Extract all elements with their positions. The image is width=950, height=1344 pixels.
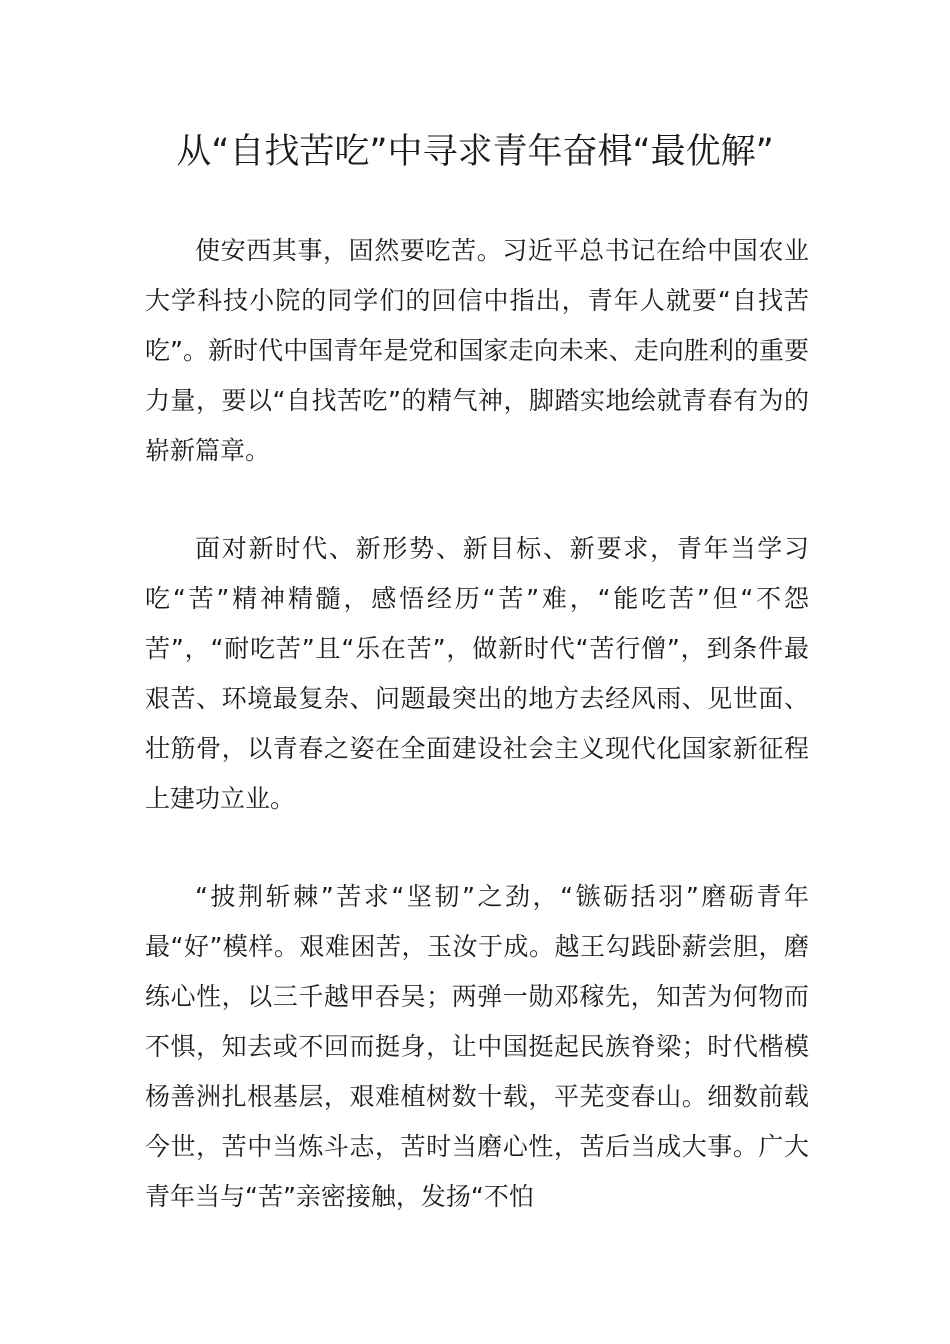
paragraph-1: 使安西其事，固然要吃苦。习近平总书记在给中国农业大学科技小院的同学们的回信中指出，青年人就要“自找苦吃”。新时代中国青年是党和国家走向未来、走向胜利的重要力量，要以“自找苦吃”的精气神，脚踏实地绘就青春有为的崭新篇章。	[145, 236, 809, 465]
paragraph-2: 面对新时代、新形势、新目标、新要求，青年当学习吃“苦”精神精髓，感悟经历“苦”难，“能吃苦”但“不怨苦”，“耐吃苦”且“乐在苦”，做新时代“苦行僧”，到条件最艰苦、环境最复杂、问题最突出的地方去经风雨、见世面、壮筋骨，以青春之姿在全面建设社会主义现代化国家新征程上建功立业。	[145, 534, 809, 813]
document-title: 从“自找苦吃”中寻求青年奋楫“最优解”	[176, 132, 774, 172]
paragraph-3: “披荆斩棘”苦求“坚韧”之劲，“镞砺括羽”磨砺青年最“好”模样。艰难困苦，玉汝于成。越王勾践卧薪尝胆，磨练心性，以三千越甲吞吴；两弹一勋邓稼先，知苦为何物而不惧，知去或不回而挺身，让中国挺起民族脊梁；时代楷模杨善洲扎根基层，艰难植树数十载，平芜变春山。细数前载今世，苦中当炼斗志，苦时当磨心性，苦后当成大事。广大青年当与“苦”亲密接触，发扬“不怕	[145, 882, 809, 1211]
